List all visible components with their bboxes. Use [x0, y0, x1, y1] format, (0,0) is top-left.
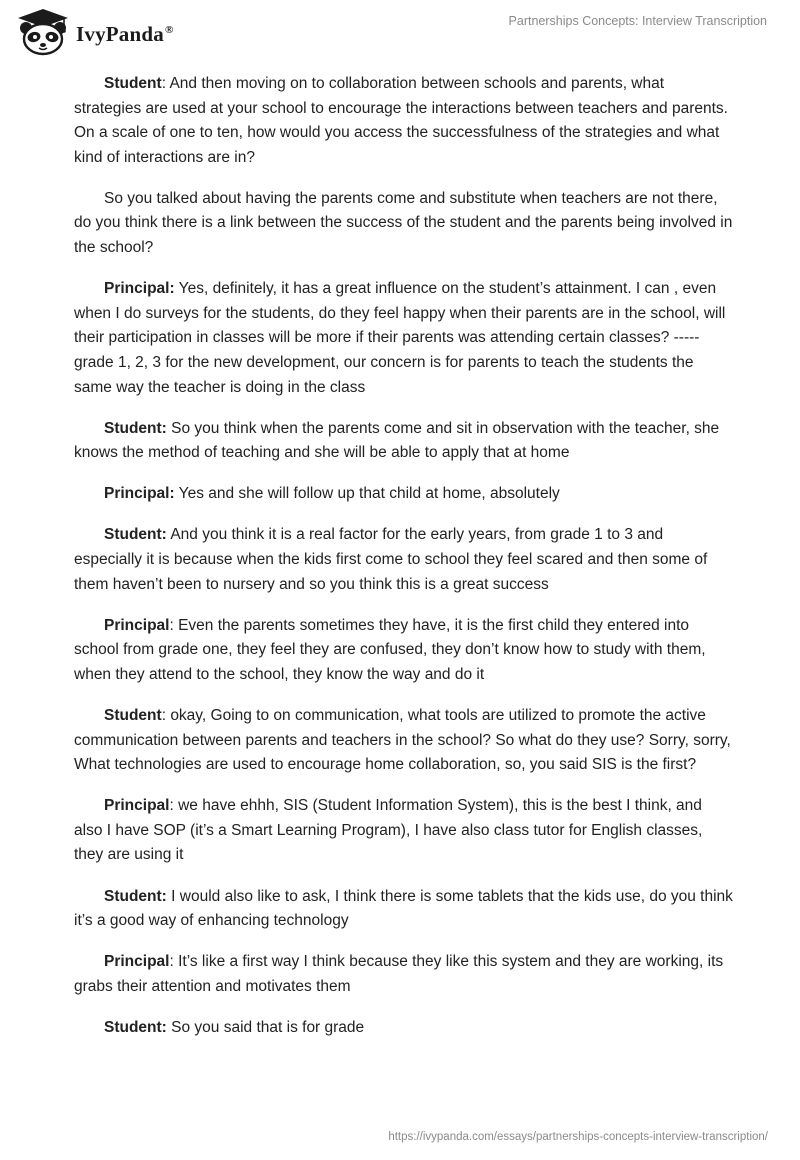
- speaker-label: Student:: [104, 887, 167, 905]
- source-url[interactable]: https://ivypanda.com/essays/partnerships-concepts-interview-transcription/: [388, 1131, 768, 1143]
- transcript-paragraph: [74, 277, 734, 400]
- paragraph-text: It’s like a first way I think because they like this system and they are working, its grabs their attention and motivates them: [74, 953, 724, 995]
- speaker-label: Student: [104, 706, 162, 724]
- document-title: Partnerships Concepts: Interview Transcription: [508, 14, 767, 28]
- paragraph-text: And then moving on to collaboration between schools and parents, what strategies are used at your school to encourage the interactions between teachers and parents. On a scale of one to ten, how would you access the successfulness of the strategies and what kind of interactions are in?: [74, 75, 728, 166]
- page-header: [0, 0, 800, 60]
- paragraph-text: Yes, definitely, it has a great influence on the student’s attainment. I can , even when I do surveys for the students, do they feel happy when their parents are in the school, will their participation in classes will be more if their parents was attending certain classes? -----grade 1, 2, 3 for the new development, our concern is for parents to teach the students the same way the teacher is doing in the class: [74, 280, 726, 396]
- speaker-label: Principal: [104, 616, 170, 634]
- transcript-paragraph: [74, 1016, 734, 1041]
- paragraph-text: And you think it is a real factor for the early years, from grade 1 to 3 and especially it is because when the kids first come to school they feel scared and then some of them haven’t been to nursery and so you think this is a great success: [74, 526, 708, 593]
- transcript-paragraph: Student: And then moving on to collaboration between schools and parents, what strategies are used at your school to encourage the interactions between teachers and parents. On a scale of one to ten, how would you access the successfulness of the strategies and what kind of interactions are in?: [74, 75, 728, 166]
- speaker-label: Principal: [104, 953, 170, 971]
- transcript-paragraph: [74, 482, 734, 507]
- transcript-body: [74, 72, 734, 1057]
- logo-wordmark: IvyPanda®: [76, 21, 174, 46]
- transcript-paragraph: [74, 187, 734, 261]
- transcript-paragraph: [74, 523, 734, 597]
- paragraph-text: we have ehhh, SIS (Student Information System), this is the best I think, and also I have SOP (it’s a Smart Learning Program), I have also class tutor for English classes, they are using it: [74, 797, 703, 864]
- speaker-label: Student:: [104, 526, 167, 544]
- paragraph-text: I would also like to ask, I think there is some tablets that the kids use, do you think it’s a good way of enhancing technology: [74, 887, 733, 930]
- speaker-label: Student: [104, 75, 162, 92]
- paragraph-text: So you said that is for grade: [171, 1018, 365, 1036]
- transcript-paragraph: Student: okay, Going to on communication, what tools are utilized to promote the active communication between parents and teachers in the school? So what do they use? Sorry, sorry, What technologies are used to encourage home collaboration, so, you said SIS is the first?: [74, 706, 731, 774]
- paragraph-text: So you talked about having the parents come and substitute when teachers are not there, do you think there is a link between the success of the student and the parents being involved in the school?: [74, 189, 733, 257]
- speaker-label: Student:: [104, 419, 167, 437]
- transcript-paragraph: [74, 885, 734, 934]
- ivypanda-logo[interactable]: [14, 8, 173, 56]
- paragraph-text: okay, Going to on communication, what tools are utilized to promote the active communication between parents and teachers in the school? So what do they use? Sorry, sorry, What technologies are used to encourage home collaboration, so, you said SIS is the first?: [74, 706, 731, 774]
- speaker-label: Principal:: [104, 280, 175, 298]
- panda-graduation-icon: [14, 8, 72, 56]
- speaker-label: Student:: [104, 1018, 167, 1036]
- paragraph-text: Even the parents sometimes they have, it is the first child they entered into school from grade one, they feel they are confused, they don’t know how to study with them, when they attend to the school, they know the way and do it: [74, 616, 706, 683]
- transcript-paragraph: [74, 417, 734, 466]
- registered-mark: ®: [164, 23, 174, 36]
- paragraph-text: Yes and she will follow up that child at home, absolutely: [178, 485, 560, 503]
- transcript-paragraph: Principal: It’s like a first way I think because they like this system and they are working, its grabs their attention and motivates them: [74, 953, 724, 995]
- transcript-paragraph: Principal: we have ehhh, SIS (Student Information System), this is the best I think, and also I have SOP (it’s a Smart Learning Program), I have also class tutor for English classes, they are using it: [74, 797, 703, 864]
- speaker-label: Principal:: [104, 485, 175, 503]
- speaker-label: Principal: [104, 797, 170, 815]
- transcript-paragraph: Principal: Even the parents sometimes they have, it is the first child they entered into school from grade one, they feel they are confused, they don’t know how to study with them, when they attend to the school, they know the way and do it: [74, 616, 706, 683]
- paragraph-text: So you think when the parents come and sit in observation with the teacher, she knows the method of teaching and she will be able to apply that at home: [74, 419, 720, 462]
